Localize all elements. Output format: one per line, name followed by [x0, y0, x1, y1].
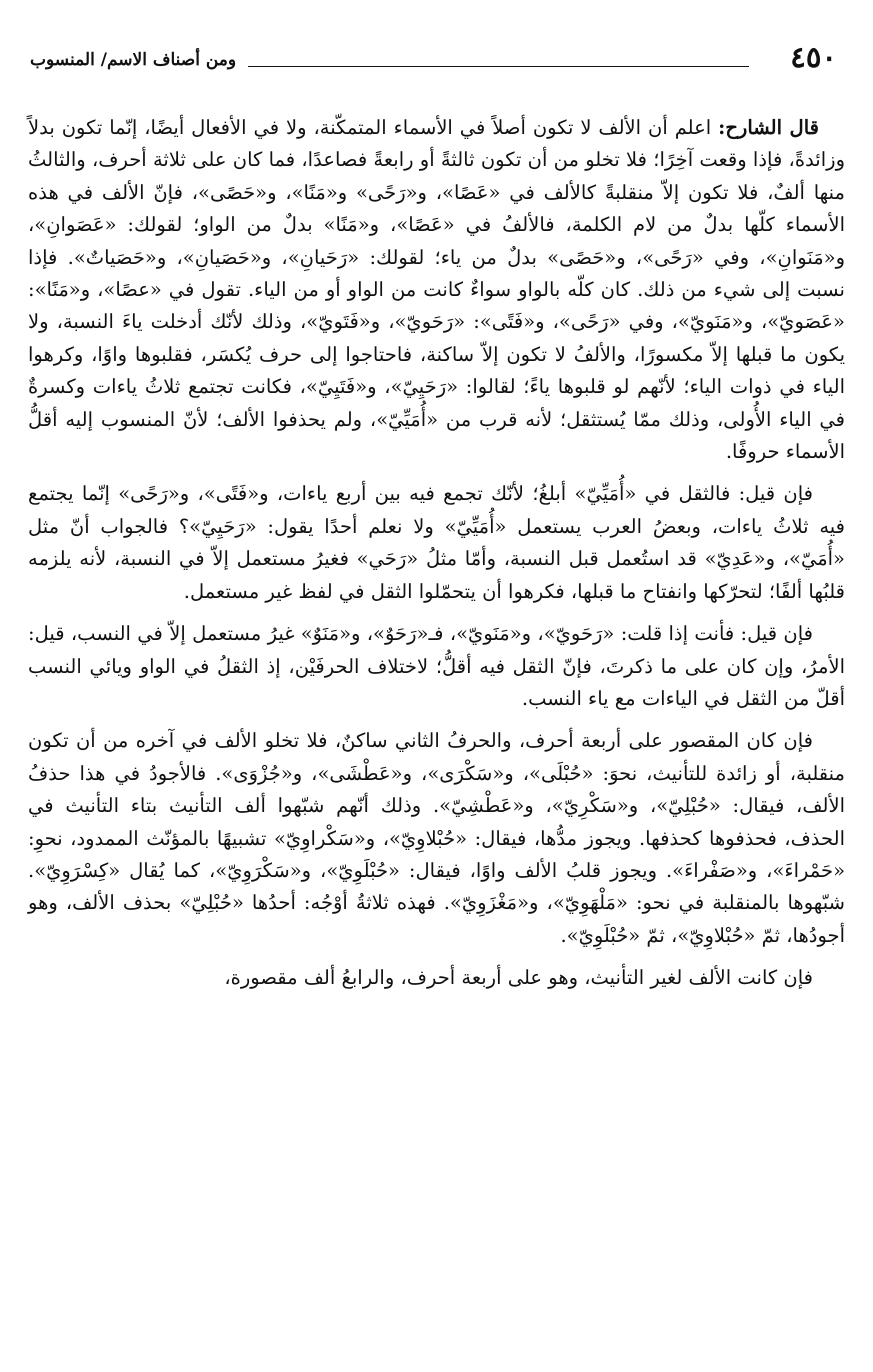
running-title: ومن أصناف الاسم/ المنسوب [30, 50, 237, 70]
paragraph-1 [28, 112, 845, 468]
body-text [28, 112, 845, 1005]
paragraph-5 [28, 962, 845, 994]
page-header [30, 36, 845, 76]
paragraph-lead: قال الشارح: [718, 116, 819, 139]
paragraph-text: فإن قيل: فأنت إذا قلت: «رَحَويّ»، و«مَنَويّ»، فـ«رَحَوٌ»، و«مَنَوٌ» غيرُ مستعمل إلاّ في النسب، قيل: الأمرُ، وإن كان على ما ذكرتَ، فإنّ الثقل فيه أقلُّ؛ لاختلاف الحرفَيْن، إذ الثقلُ في الواو ويائي النسب أقلّ من الثقل في الياءات مع ياء النسب. [28, 622, 845, 710]
paragraph-3 [28, 618, 845, 715]
paragraph-text: اعلم أن الألف لا تكون أصلاً في الأسماء المتمكّنة، ولا في الأفعال أيضًا، إنّما تكون بدلاً وزائدةً، فإذا وقعت آخِرًا؛ فلا تخلو من أن تكون ثالثةً أو رابعةً فصاعدًا، فما كان على ثلاثة أحرف، والثالثُ منها ألفٌ، فلا تكون إلاّ منقلبةً كالألف في «عَصًا»، و«رَحًى» و«مَنًا»، و«حَصًى»، فإنّ الألف في هذه الأسماء كلّها بدلٌ من لام الكلمة، فالألفُ في «عَصًا»، و«مَنًا» بدلٌ من الواو؛ لقولك: «عَصَوانِ»، و«مَنَوانِ»، وفي «رَحًى»، و«حَصًى» بدلٌ من ياء؛ لقولك: «رَحَيانِ»، و«حَصَيانِ»، و«حَصَياتٌ». فإذا نسبت إلى شيء من ذلك. كان كلّه بالواو سواءٌ كانت من الواو أو من الياء. تقول في «عصًا»، و«مَنًا»: «عَصَويّ»، و«مَنَويّ»، وفي «رَحًى»، و«فَتًى»: «رَحَويّ»، و«فَتَويّ»، وذلك لأنّك أدخلت ياءَ النسبة، ولا يكون ما قبلها إلاّ مكسورًا، والألفُ لا تكون إلاّ ساكنة، فاحتاجوا إلى حرف يُكسَر، فقلبوها واوًا، وكرهوا الياء في ذوات الياء؛ لأنّهم لو قلبوها ياءً؛ لقالوا: «رَحَيِيّ»، و«فَتَيِيّ»، فكانت تجتمع ثلاثُ ياءات وكسرةٌ في الياء الأُولى، وذلك ممّا يُستثقل؛ لأنه قرب من «أُمَيِّيّ»، ولم يحذفوا الألف؛ لأنّ المنسوب إليه أقلُّ الأسماء حروفًا. [28, 116, 845, 464]
page-number: ٤٥٠ [790, 40, 837, 74]
header-rule [248, 66, 749, 67]
paragraph-text: فإن كان المقصور على أربعة أحرف، والحرفُ الثاني ساكنٌ، فلا تخلو الألف في آخره من أن تكون منقلبة، أو زائدة للتأنيث، نحوَ: «حُبْلَى»، و«سَكْرَى»، و«عَطْشَى»، و«جُزْوَى». فالأجودُ في هذا حذفُ الألف، فيقال: «حُبْلِيّ»، و«سَكْرِيّ»، و«عَطْشِيّ». وذلك أنّهم شبّهوا ألف التأنيث بتاء التأنيث في الحذف، فحذفوها كحذفها. ويجوز مدُّها، فيقال: «حُبْلاوِيّ»، و«سَكْراوِيّ» تشبيهًا بالمؤنّث الممدود، نحوِ: «حَمْراءَ»، و«صَفْراءَ». ويجوز قلبُ الألف واوًا، فيقال: «حُبْلَوِيّ»، و«سَكْرَوِيّ»، كما يُقال «كِسْرَوِيّ». شبّهوها بالمنقلبة في نحو: «مَلْهَوِيّ»، و«مَغْزَوِيّ». فهذه ثلاثةُ أوْجُه: أحدُها «حُبْلِيّ» بحذف الألف، وهو أجودُها، ثمّ «حُبْلاوِيّ»، ثمّ «حُبْلَوِيّ». [28, 729, 845, 947]
paragraph-text: فإن قيل: فالثقل في «أُمَيِّيّ» أبلغُ؛ لأنّك تجمع فيه بين أربع ياءات، و«فَتًى»، و«رَحًى» إنّما يجتمع فيه ثلاثُ ياءات، وبعضُ العرب يستعمل «أُمَيِّيّ» ولا نعلم أحدًا يقول: «رَحَيِيّ»؟ فالجواب أنّ مثل «أُمَيّ»، و«عَدِيّ» قد استُعمل قبل النسبة، وأمّا مثلُ «رَحَي» فغيرُ مستعمل إلاّ في النسبة، لأنه يلزمه قلبُها ألفًا؛ لتحرّكها وانفتاح ما قبلها، فكرهوا أن يتحمّلوا الثقل في لفظ غير مستعمل. [28, 482, 845, 603]
paragraph-4 [28, 725, 845, 952]
paragraph-2 [28, 478, 845, 608]
paragraph-text: فإن كانت الألف لغير التأنيث، وهو على أربعة أحرف، والرابعُ ألف مقصورة، [224, 966, 813, 990]
